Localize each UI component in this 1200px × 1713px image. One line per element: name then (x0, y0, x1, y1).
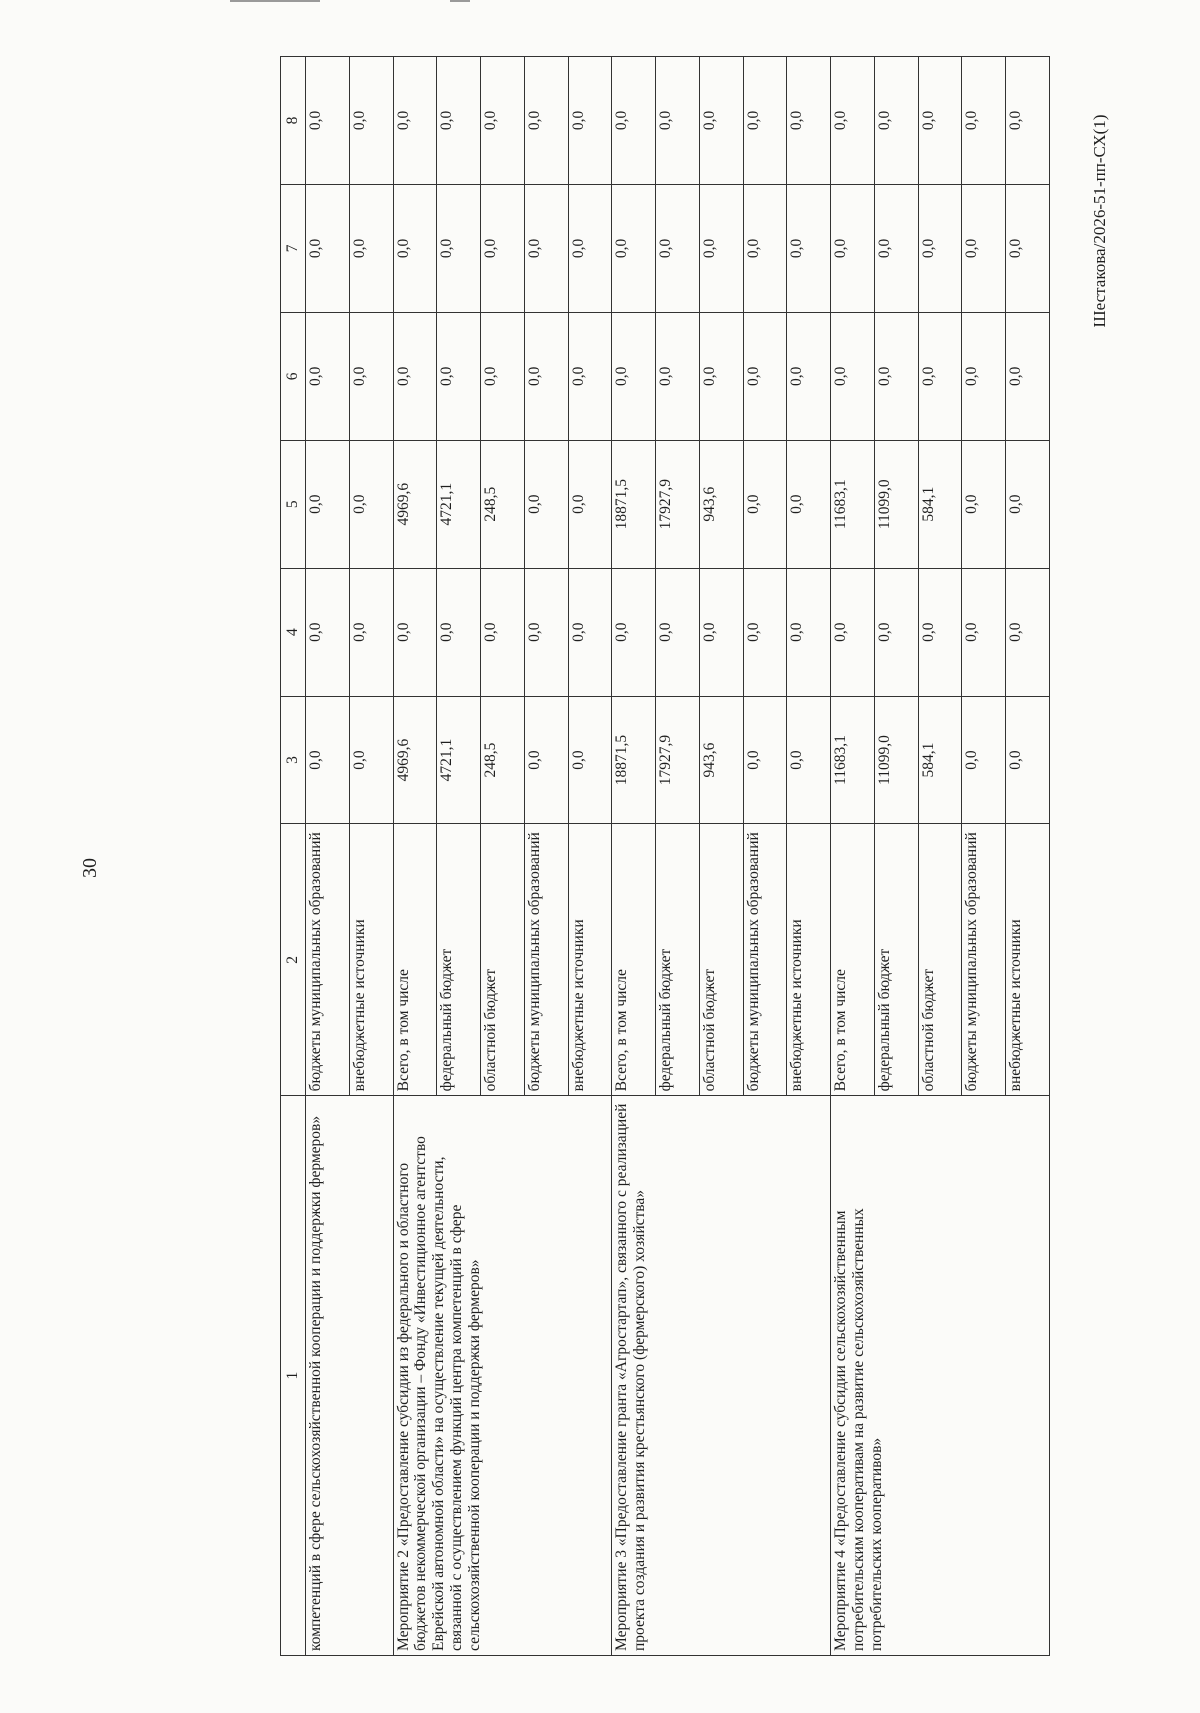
table-row (306, 57, 350, 1656)
table-body (306, 57, 1050, 1656)
amount-cell: 0,0 (437, 184, 481, 312)
amount-cell: 0,0 (524, 568, 568, 696)
amount-cell: 943,6 (699, 696, 743, 824)
table-row (393, 57, 437, 1656)
funding-source: бюджеты муниципальных образований (524, 824, 568, 1096)
amount-cell: 11099,0 (874, 440, 918, 568)
amount-cell: 0,0 (656, 57, 700, 185)
column-header: 5 (281, 440, 306, 568)
funding-source: бюджеты муниципальных образований (962, 824, 1006, 1096)
amount-cell: 584,1 (918, 440, 962, 568)
amount-cell: 0,0 (568, 440, 612, 568)
amount-cell: 4969,6 (393, 440, 437, 568)
amount-cell: 0,0 (349, 440, 393, 568)
amount-cell: 0,0 (481, 57, 525, 185)
amount-cell: 584,1 (918, 696, 962, 824)
amount-cell: 0,0 (699, 312, 743, 440)
column-header: 2 (281, 824, 306, 1096)
amount-cell: 0,0 (874, 568, 918, 696)
amount-cell: 0,0 (612, 57, 656, 185)
funding-source: областной бюджет (699, 824, 743, 1096)
amount-cell: 17927,9 (656, 696, 700, 824)
amount-cell: 0,0 (787, 696, 831, 824)
scan-mark (450, 0, 470, 2)
amount-cell: 4721,1 (437, 696, 481, 824)
amount-cell: 0,0 (787, 440, 831, 568)
amount-cell: 0,0 (1006, 696, 1050, 824)
event-description: Мероприятие 2 «Предоставление субсидии из федерального и областного бюджетов некоммерческой организации – Фонду «Инвестиционное агентство Еврейской автономной области» на осуществление текущей деятельности, связанной с осуществлением функций центра компетенций в сфере сельскохозяйственной кооперации и поддержки фермеров» (393, 1096, 612, 1656)
amount-cell: 0,0 (306, 568, 350, 696)
column-header: 6 (281, 312, 306, 440)
page-number: 30 (79, 858, 101, 878)
amount-cell: 0,0 (743, 184, 787, 312)
amount-cell: 11683,1 (831, 696, 875, 824)
amount-cell: 0,0 (699, 57, 743, 185)
amount-cell: 0,0 (524, 696, 568, 824)
funding-source: внебюджетные источники (1006, 824, 1050, 1096)
amount-cell: 0,0 (699, 568, 743, 696)
amount-cell: 0,0 (524, 184, 568, 312)
amount-cell: 0,0 (787, 312, 831, 440)
amount-cell: 0,0 (306, 57, 350, 185)
column-header: 7 (281, 184, 306, 312)
amount-cell: 0,0 (656, 312, 700, 440)
column-header: 1 (281, 1096, 306, 1656)
amount-cell: 248,5 (481, 696, 525, 824)
amount-cell: 248,5 (481, 440, 525, 568)
amount-cell: 0,0 (962, 568, 1006, 696)
amount-cell: 0,0 (393, 184, 437, 312)
column-header: 4 (281, 568, 306, 696)
amount-cell: 0,0 (568, 312, 612, 440)
amount-cell: 0,0 (831, 568, 875, 696)
amount-cell: 0,0 (1006, 184, 1050, 312)
funding-source: федеральный бюджет (656, 824, 700, 1096)
funding-source: областной бюджет (918, 824, 962, 1096)
amount-cell: 0,0 (918, 184, 962, 312)
amount-cell: 0,0 (568, 568, 612, 696)
funding-source: бюджеты муниципальных образований (306, 824, 350, 1096)
header-row (281, 57, 306, 1656)
amount-cell: 0,0 (349, 696, 393, 824)
amount-cell: 0,0 (481, 312, 525, 440)
amount-cell: 0,0 (349, 568, 393, 696)
funding-source: Всего, в том числе (831, 824, 875, 1096)
amount-cell: 0,0 (437, 568, 481, 696)
funding-source: внебюджетные источники (787, 824, 831, 1096)
amount-cell: 0,0 (393, 57, 437, 185)
amount-cell: 0,0 (612, 312, 656, 440)
amount-cell: 0,0 (612, 568, 656, 696)
amount-cell: 0,0 (918, 568, 962, 696)
event-description: компетенций в сфере сельскохозяйственной кооперации и поддержки фермеров» (306, 1096, 394, 1656)
amount-cell: 0,0 (743, 696, 787, 824)
amount-cell: 0,0 (568, 184, 612, 312)
amount-cell: 0,0 (962, 440, 1006, 568)
amount-cell: 4969,6 (393, 696, 437, 824)
amount-cell: 0,0 (787, 57, 831, 185)
event-description: Мероприятие 3 «Предоставление гранта «Агростартап», связанного с реализацией проекта создания и развития крестьянского (фермерского) хозяйства» (612, 1096, 831, 1656)
amount-cell: 4721,1 (437, 440, 481, 568)
amount-cell: 0,0 (524, 440, 568, 568)
amount-cell: 0,0 (787, 568, 831, 696)
amount-cell: 0,0 (743, 568, 787, 696)
amount-cell: 0,0 (962, 312, 1006, 440)
amount-cell: 0,0 (612, 184, 656, 312)
amount-cell: 0,0 (962, 184, 1006, 312)
amount-cell: 0,0 (918, 312, 962, 440)
amount-cell: 0,0 (306, 312, 350, 440)
table-row (612, 57, 656, 1656)
amount-cell: 943,6 (699, 440, 743, 568)
amount-cell: 0,0 (874, 312, 918, 440)
amount-cell: 0,0 (962, 696, 1006, 824)
amount-cell: 18871,5 (612, 696, 656, 824)
budget-table (280, 56, 1050, 1656)
amount-cell: 0,0 (481, 184, 525, 312)
amount-cell: 0,0 (437, 57, 481, 185)
amount-cell: 0,0 (831, 312, 875, 440)
amount-cell: 0,0 (874, 184, 918, 312)
amount-cell: 0,0 (1006, 568, 1050, 696)
amount-cell: 0,0 (437, 312, 481, 440)
amount-cell: 0,0 (349, 57, 393, 185)
amount-cell: 0,0 (349, 312, 393, 440)
amount-cell: 0,0 (962, 57, 1006, 185)
amount-cell: 18871,5 (612, 440, 656, 568)
amount-cell: 0,0 (656, 184, 700, 312)
amount-cell: 0,0 (306, 440, 350, 568)
amount-cell: 0,0 (831, 57, 875, 185)
table-row (831, 57, 875, 1656)
rotated-table-container (280, 56, 1050, 1656)
amount-cell: 0,0 (568, 57, 612, 185)
funding-source: федеральный бюджет (437, 824, 481, 1096)
funding-source: внебюджетные источники (568, 824, 612, 1096)
column-header: 3 (281, 696, 306, 824)
amount-cell: 0,0 (393, 568, 437, 696)
funding-source: Всего, в том числе (393, 824, 437, 1096)
amount-cell: 11099,0 (874, 696, 918, 824)
amount-cell: 0,0 (393, 312, 437, 440)
funding-source: внебюджетные источники (349, 824, 393, 1096)
funding-source: федеральный бюджет (874, 824, 918, 1096)
amount-cell: 0,0 (1006, 440, 1050, 568)
event-description: Мероприятие 4 «Предоставление субсидии сельскохозяйственным потребительским кооперативам на развитие сельскохозяйственных потребительских кооперативов» (831, 1096, 1050, 1656)
amount-cell: 0,0 (787, 184, 831, 312)
amount-cell: 0,0 (1006, 57, 1050, 185)
amount-cell: 0,0 (306, 696, 350, 824)
funding-source: областной бюджет (481, 824, 525, 1096)
amount-cell: 0,0 (699, 184, 743, 312)
amount-cell: 0,0 (481, 568, 525, 696)
amount-cell: 11683,1 (831, 440, 875, 568)
amount-cell: 0,0 (831, 184, 875, 312)
amount-cell: 0,0 (349, 184, 393, 312)
amount-cell: 0,0 (306, 184, 350, 312)
amount-cell: 0,0 (568, 696, 612, 824)
amount-cell: 0,0 (743, 57, 787, 185)
amount-cell: 17927,9 (656, 440, 700, 568)
amount-cell: 0,0 (743, 312, 787, 440)
funding-source: Всего, в том числе (612, 824, 656, 1096)
column-header: 8 (281, 57, 306, 185)
document-code: Шестакова/2026-51-пп-СХ(1) (1090, 114, 1109, 328)
amount-cell: 0,0 (874, 57, 918, 185)
amount-cell: 0,0 (918, 57, 962, 185)
amount-cell: 0,0 (656, 568, 700, 696)
amount-cell: 0,0 (743, 440, 787, 568)
amount-cell: 0,0 (524, 57, 568, 185)
scan-mark (230, 0, 320, 2)
amount-cell: 0,0 (524, 312, 568, 440)
funding-source: бюджеты муниципальных образований (743, 824, 787, 1096)
amount-cell: 0,0 (1006, 312, 1050, 440)
